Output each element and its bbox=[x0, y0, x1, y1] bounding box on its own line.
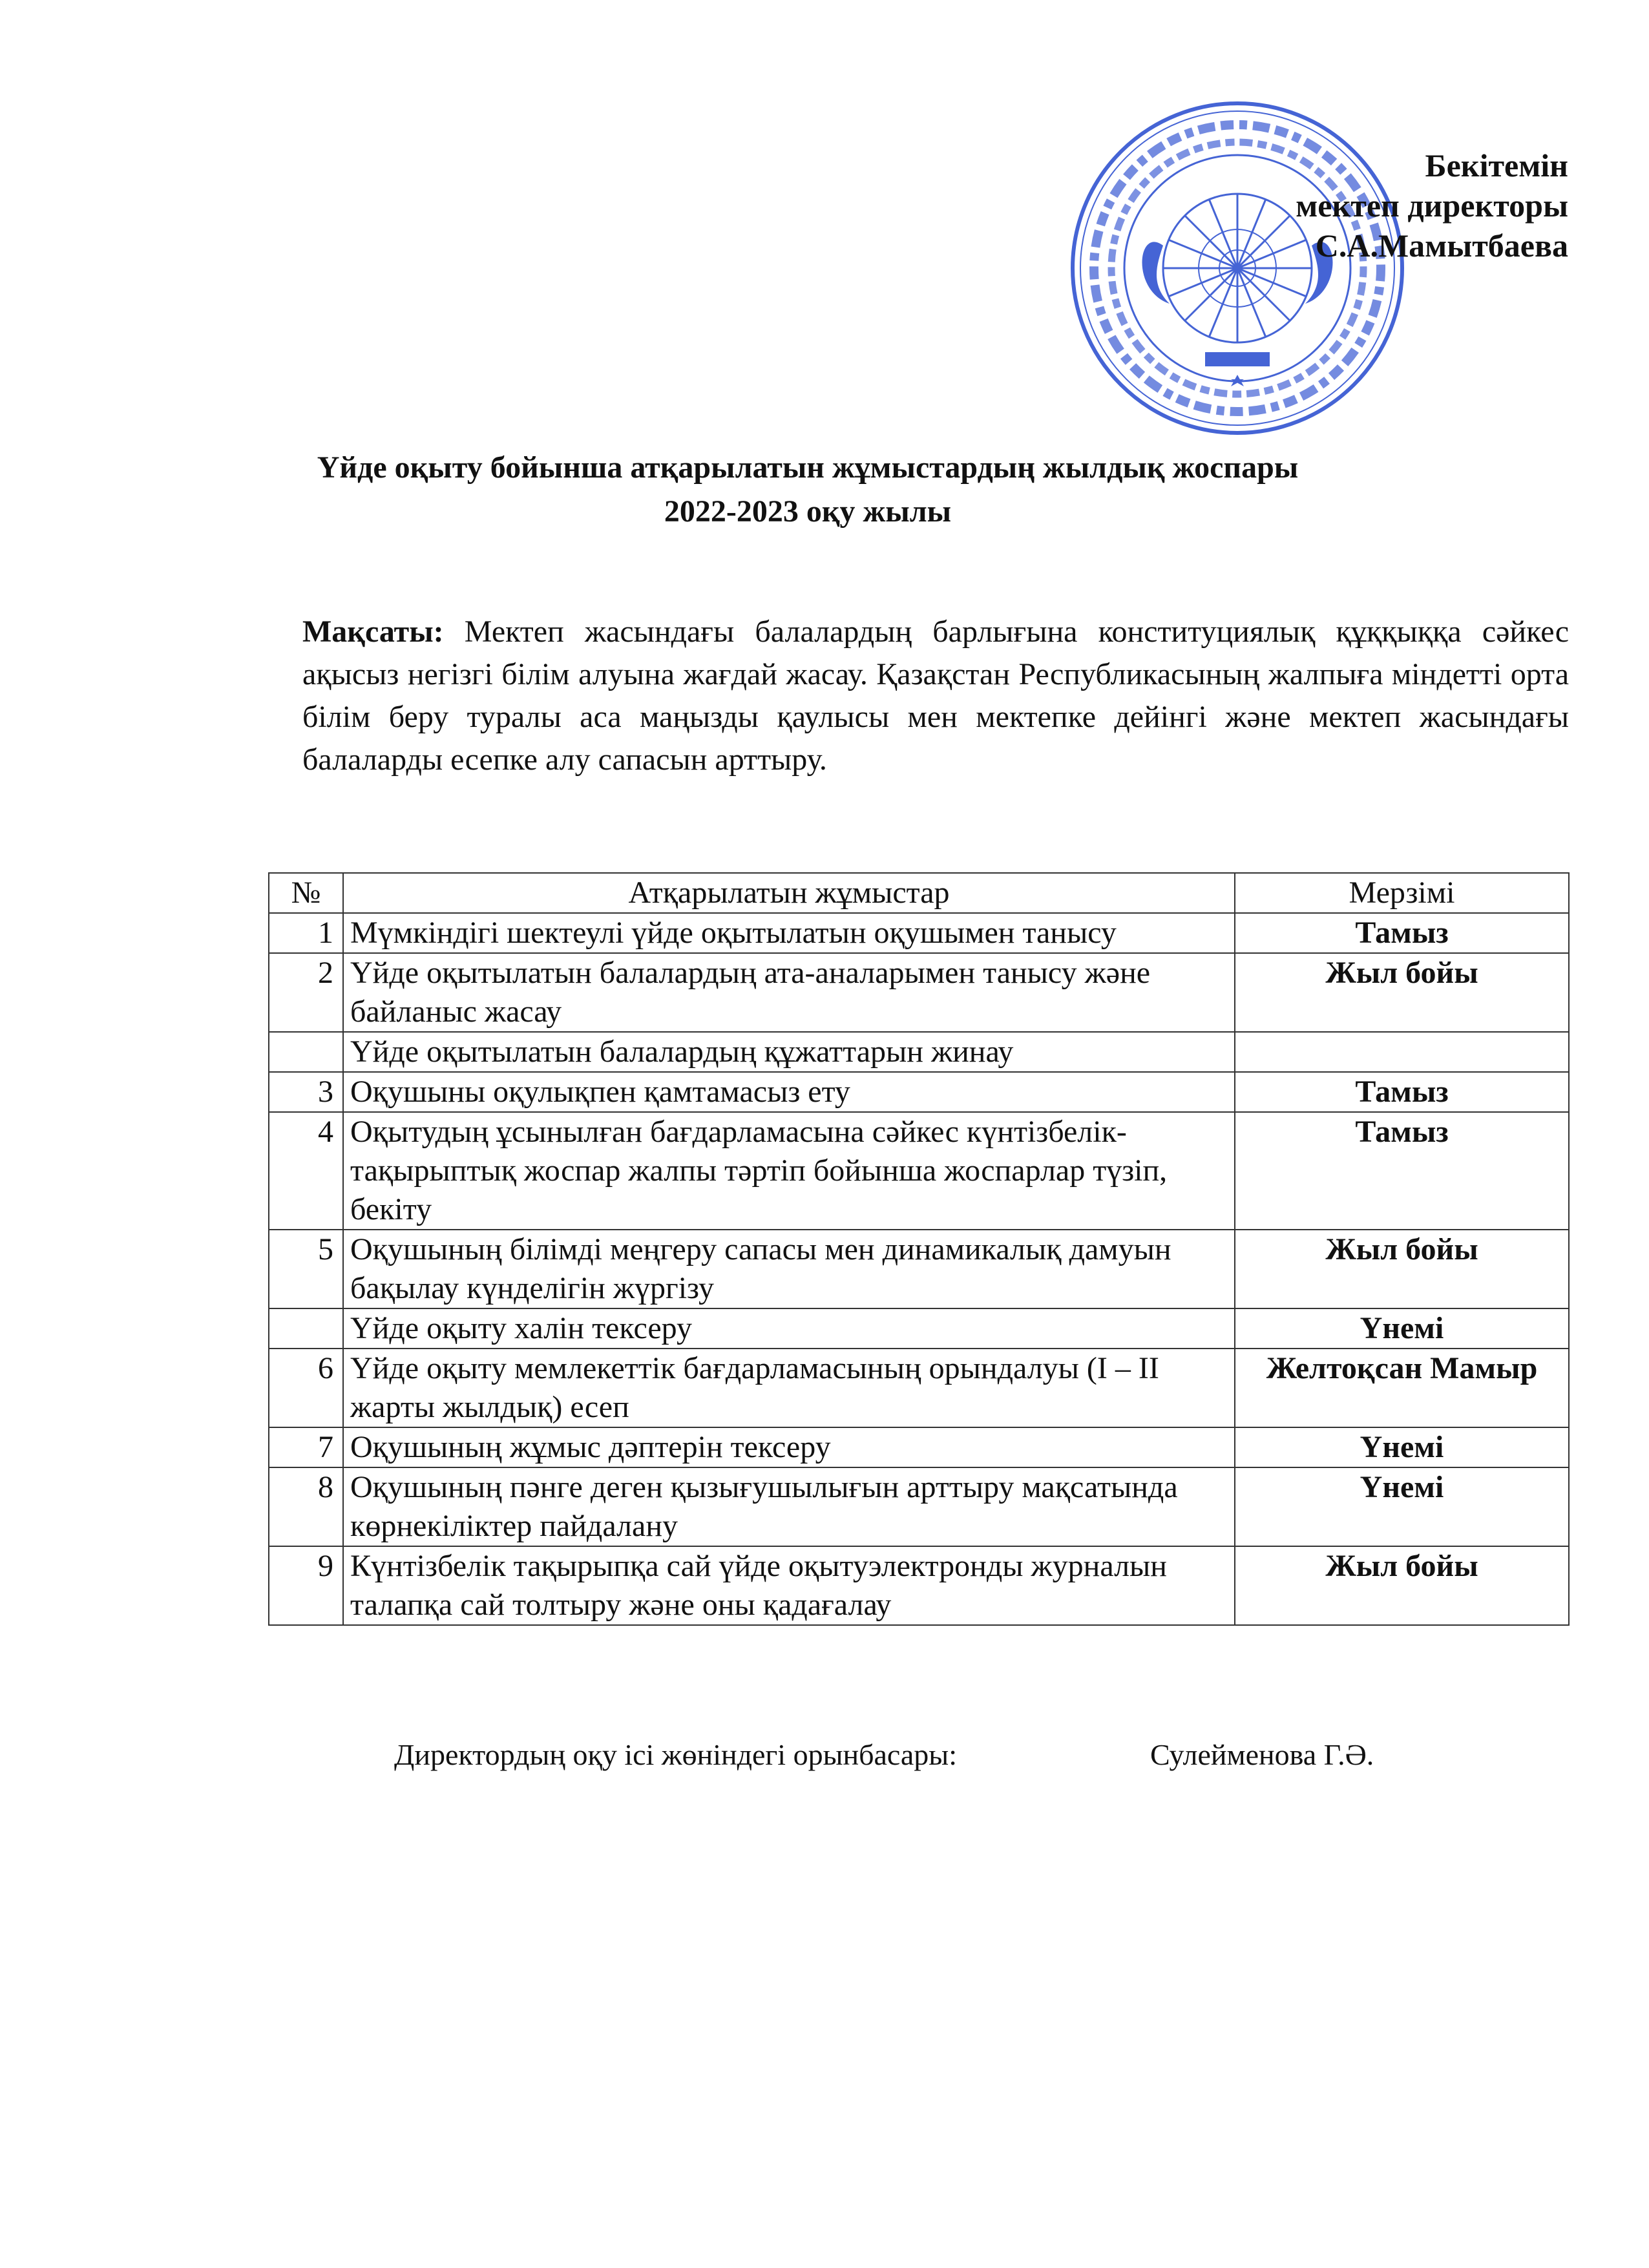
row-no: 2 bbox=[269, 953, 343, 1032]
document-title bbox=[258, 446, 1357, 534]
title-line-2: 2022-2023 оқу жылы bbox=[664, 494, 952, 529]
header-no: № bbox=[269, 873, 343, 913]
row-no: 3 bbox=[269, 1072, 343, 1112]
approval-line-3: С.А.Мамытбаева bbox=[1315, 227, 1568, 264]
purpose-paragraph bbox=[302, 611, 1569, 781]
row-task: Үйде оқыту халін тексеру bbox=[343, 1308, 1235, 1349]
row-task: Мүмкіндігі шектеулі үйде оқытылатын оқушымен танысу bbox=[343, 913, 1235, 953]
header-term: Мерзімі bbox=[1235, 873, 1569, 913]
row-task: Күнтізбелік тақырыпқа сай үйде оқытуэлектронды журналын талапқа сай толтыру және оны қадағалау bbox=[343, 1546, 1235, 1625]
signature-line bbox=[0, 1736, 1649, 1781]
row-no: 5 bbox=[269, 1230, 343, 1308]
table-row bbox=[269, 1230, 1569, 1308]
row-term: Жыл бойы bbox=[1235, 1546, 1569, 1625]
approval-line-2: мектеп директоры bbox=[1296, 187, 1568, 224]
row-no bbox=[269, 1032, 343, 1072]
row-term: Үнемі bbox=[1235, 1427, 1569, 1467]
row-term: Жыл бойы bbox=[1235, 953, 1569, 1032]
plan-table bbox=[268, 872, 1570, 1626]
header-task: Атқарылатын жұмыстар bbox=[343, 873, 1235, 913]
row-no: 9 bbox=[269, 1546, 343, 1625]
table-row bbox=[269, 1467, 1569, 1546]
row-term bbox=[1235, 1032, 1569, 1072]
title-line-1: Үйде оқыту бойынша атқарылатын жұмыстардың жылдық жоспары bbox=[317, 450, 1299, 485]
row-task: Оқытудың ұсынылған бағдарламасына сәйкес күнтізбелік-тақырыптық жоспар жалпы тәртіп бойынша жоспарлар түзіп, бекіту bbox=[343, 1112, 1235, 1230]
row-no: 4 bbox=[269, 1112, 343, 1230]
table-row bbox=[269, 1032, 1569, 1072]
row-term: Тамыз bbox=[1235, 913, 1569, 953]
row-term: Жыл бойы bbox=[1235, 1230, 1569, 1308]
row-term: Желтоқсан Мамыр bbox=[1235, 1349, 1569, 1427]
approval-block bbox=[1296, 145, 1568, 266]
row-no bbox=[269, 1308, 343, 1349]
row-term: Тамыз bbox=[1235, 1112, 1569, 1230]
table-header-row bbox=[269, 873, 1569, 913]
signature-name: Сулейменова Г.Ә. bbox=[1150, 1738, 1374, 1771]
table-row bbox=[269, 1112, 1569, 1230]
row-task: Оқушыны оқулықпен қамтамасыз ету bbox=[343, 1072, 1235, 1112]
row-no: 7 bbox=[269, 1427, 343, 1467]
table-row bbox=[269, 913, 1569, 953]
row-task: Оқушының білімді меңгеру сапасы мен динамикалық дамуын бақылау күнделігін жүргізу bbox=[343, 1230, 1235, 1308]
purpose-label: Мақсаты: bbox=[302, 614, 444, 649]
table-row bbox=[269, 1308, 1569, 1349]
row-no: 6 bbox=[269, 1349, 343, 1427]
approval-line-1: Бекітемін bbox=[1425, 147, 1568, 184]
signature-role: Директордың оқу ісі жөніндегі орынбасары: bbox=[394, 1738, 957, 1771]
table-row bbox=[269, 953, 1569, 1032]
purpose-text: Мектеп жасындағы балалардың барлығына конституциялық құққыққа сәйкес ақысыз негізгі білім алуына жағдай жасау. Қазақстан Республикасының жалпыға міндетті орта білім беру туралы аса маңызды қаулысы мен мектепке дейінгі және мектеп жасындағы балаларды есепке алу сапасын арттыру. bbox=[302, 614, 1570, 777]
table-row bbox=[269, 1349, 1569, 1427]
row-term: Үнемі bbox=[1235, 1467, 1569, 1546]
row-no: 8 bbox=[269, 1467, 343, 1546]
row-term: Үнемі bbox=[1235, 1308, 1569, 1349]
row-task: Үйде оқытылатын балалардың құжаттарын жинау bbox=[343, 1032, 1235, 1072]
row-task: Оқушының пәнге деген қызығушылығын арттыру мақсатында көрнекіліктер пайдалану bbox=[343, 1467, 1235, 1546]
table-row bbox=[269, 1427, 1569, 1467]
table-row bbox=[269, 1546, 1569, 1625]
row-no: 1 bbox=[269, 913, 343, 953]
row-task: Үйде оқытылатын балалардың ата-аналарымен танысу және байланыс жасау bbox=[343, 953, 1235, 1032]
row-task: Үйде оқыту мемлекеттік бағдарламасының орындалуы (І – ІІ жарты жылдық) есеп bbox=[343, 1349, 1235, 1427]
table-row bbox=[269, 1072, 1569, 1112]
row-task: Оқушының жұмыс дәптерін тексеру bbox=[343, 1427, 1235, 1467]
row-term: Тамыз bbox=[1235, 1072, 1569, 1112]
